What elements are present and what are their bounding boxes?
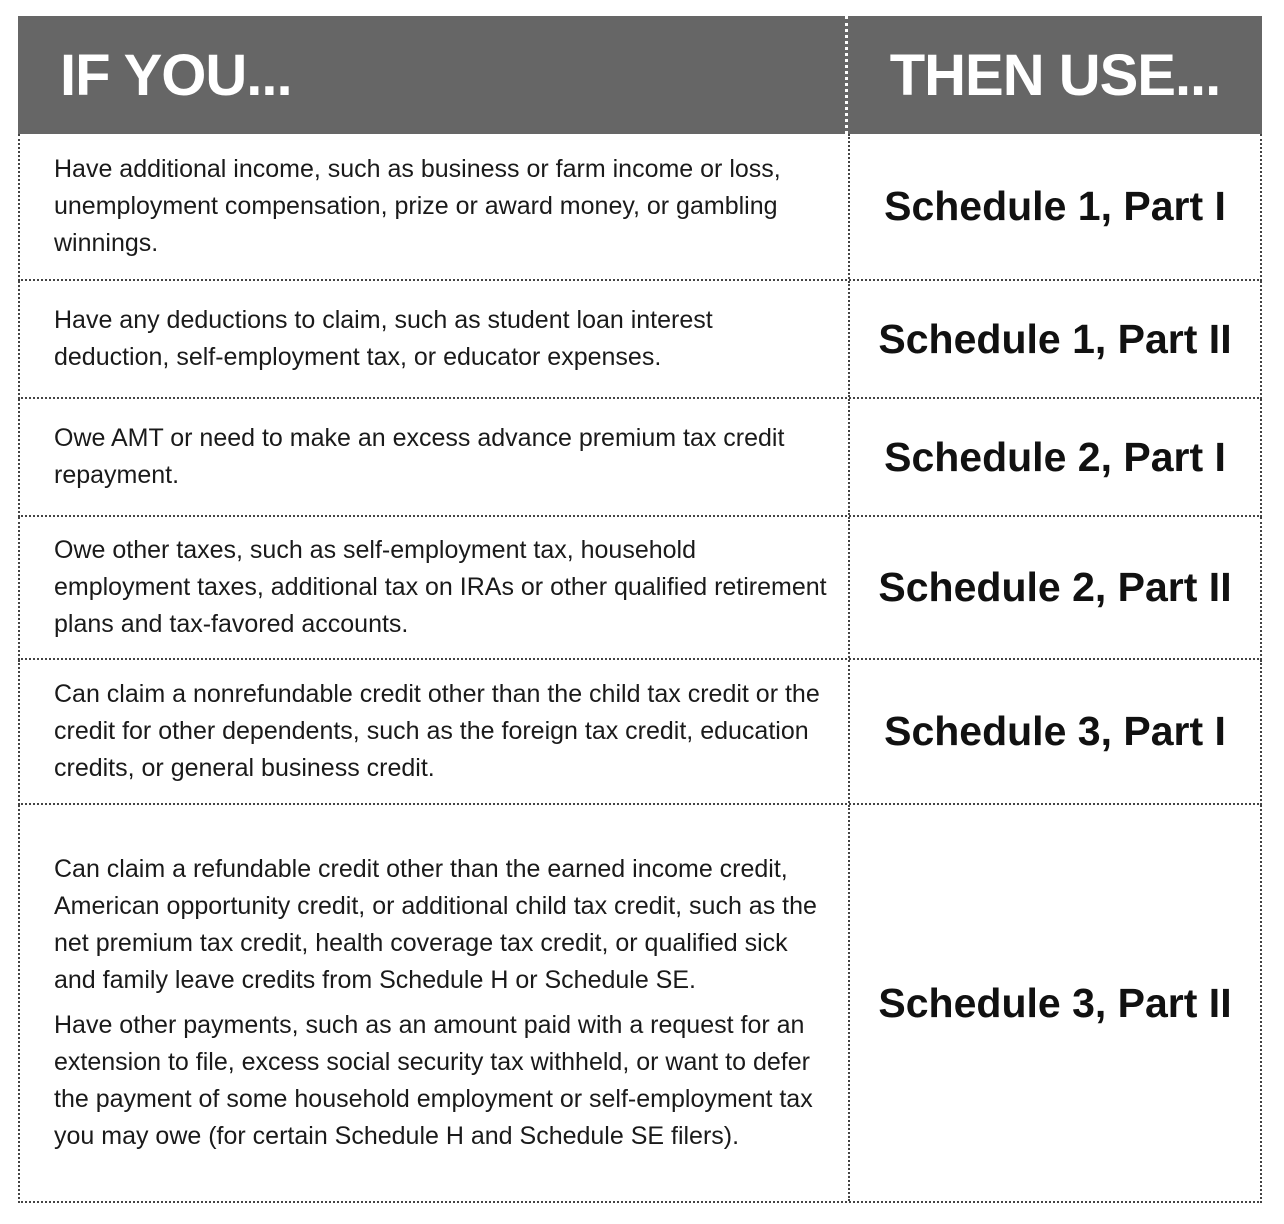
table-header [18, 16, 1262, 134]
schedule-cell: Schedule 1, Part II [878, 315, 1232, 362]
condition-cell [20, 281, 850, 397]
condition-cell [20, 660, 850, 803]
condition-text: Have additional income, such as business or farm income or loss, unemployment compensation, prize or award money, or gambling winnings. [54, 155, 781, 257]
header-then-use: THEN USE... [889, 42, 1221, 108]
table-row [18, 134, 1262, 281]
table-row [18, 399, 1262, 517]
condition-text: Have other payments, such as an amount paid with a request for an extension to file, excess social security tax withheld, or want to defer the payment of some household employment or self-employment tax you may owe (for certain Schedule H and Schedule SE filers). [54, 1011, 813, 1150]
condition-cell [20, 134, 850, 279]
table-row [18, 660, 1262, 805]
condition-cell [20, 399, 850, 515]
condition-text: Owe other taxes, such as self-employment tax, household employment taxes, additional tax on IRAs or other qualified retirement plans and tax-favored accounts. [54, 536, 827, 638]
condition-cell [20, 805, 850, 1201]
condition-text: Can claim a nonrefundable credit other than the child tax credit or the credit for other dependents, such as the foreign tax credit, education credits, or general business credit. [54, 680, 820, 782]
schedule-cell: Schedule 2, Part II [878, 564, 1232, 610]
schedule-cell: Schedule 1, Part I [884, 183, 1226, 229]
table-row [18, 805, 1262, 1203]
condition-text: Owe AMT or need to make an excess advance premium tax credit repayment. [54, 424, 785, 489]
schedule-cell: Schedule 2, Part I [884, 433, 1226, 480]
condition-cell [20, 517, 850, 658]
condition-text: Have any deductions to claim, such as student loan interest deduction, self-employment tax, or educator expenses. [54, 306, 713, 371]
schedule-cell: Schedule 3, Part I [884, 708, 1226, 754]
table-row [18, 517, 1262, 660]
condition-text: Can claim a refundable credit other than the earned income credit, American opportunity credit, or additional child tax credit, such as the net premium tax credit, health coverage tax credit, or qualified sick and family leave credits from Schedule H or Schedule SE. [54, 855, 817, 994]
header-if-you: IF YOU... [18, 16, 848, 134]
table-row [18, 281, 1262, 399]
schedule-table [18, 16, 1262, 1203]
schedule-cell: Schedule 3, Part II [878, 979, 1232, 1026]
